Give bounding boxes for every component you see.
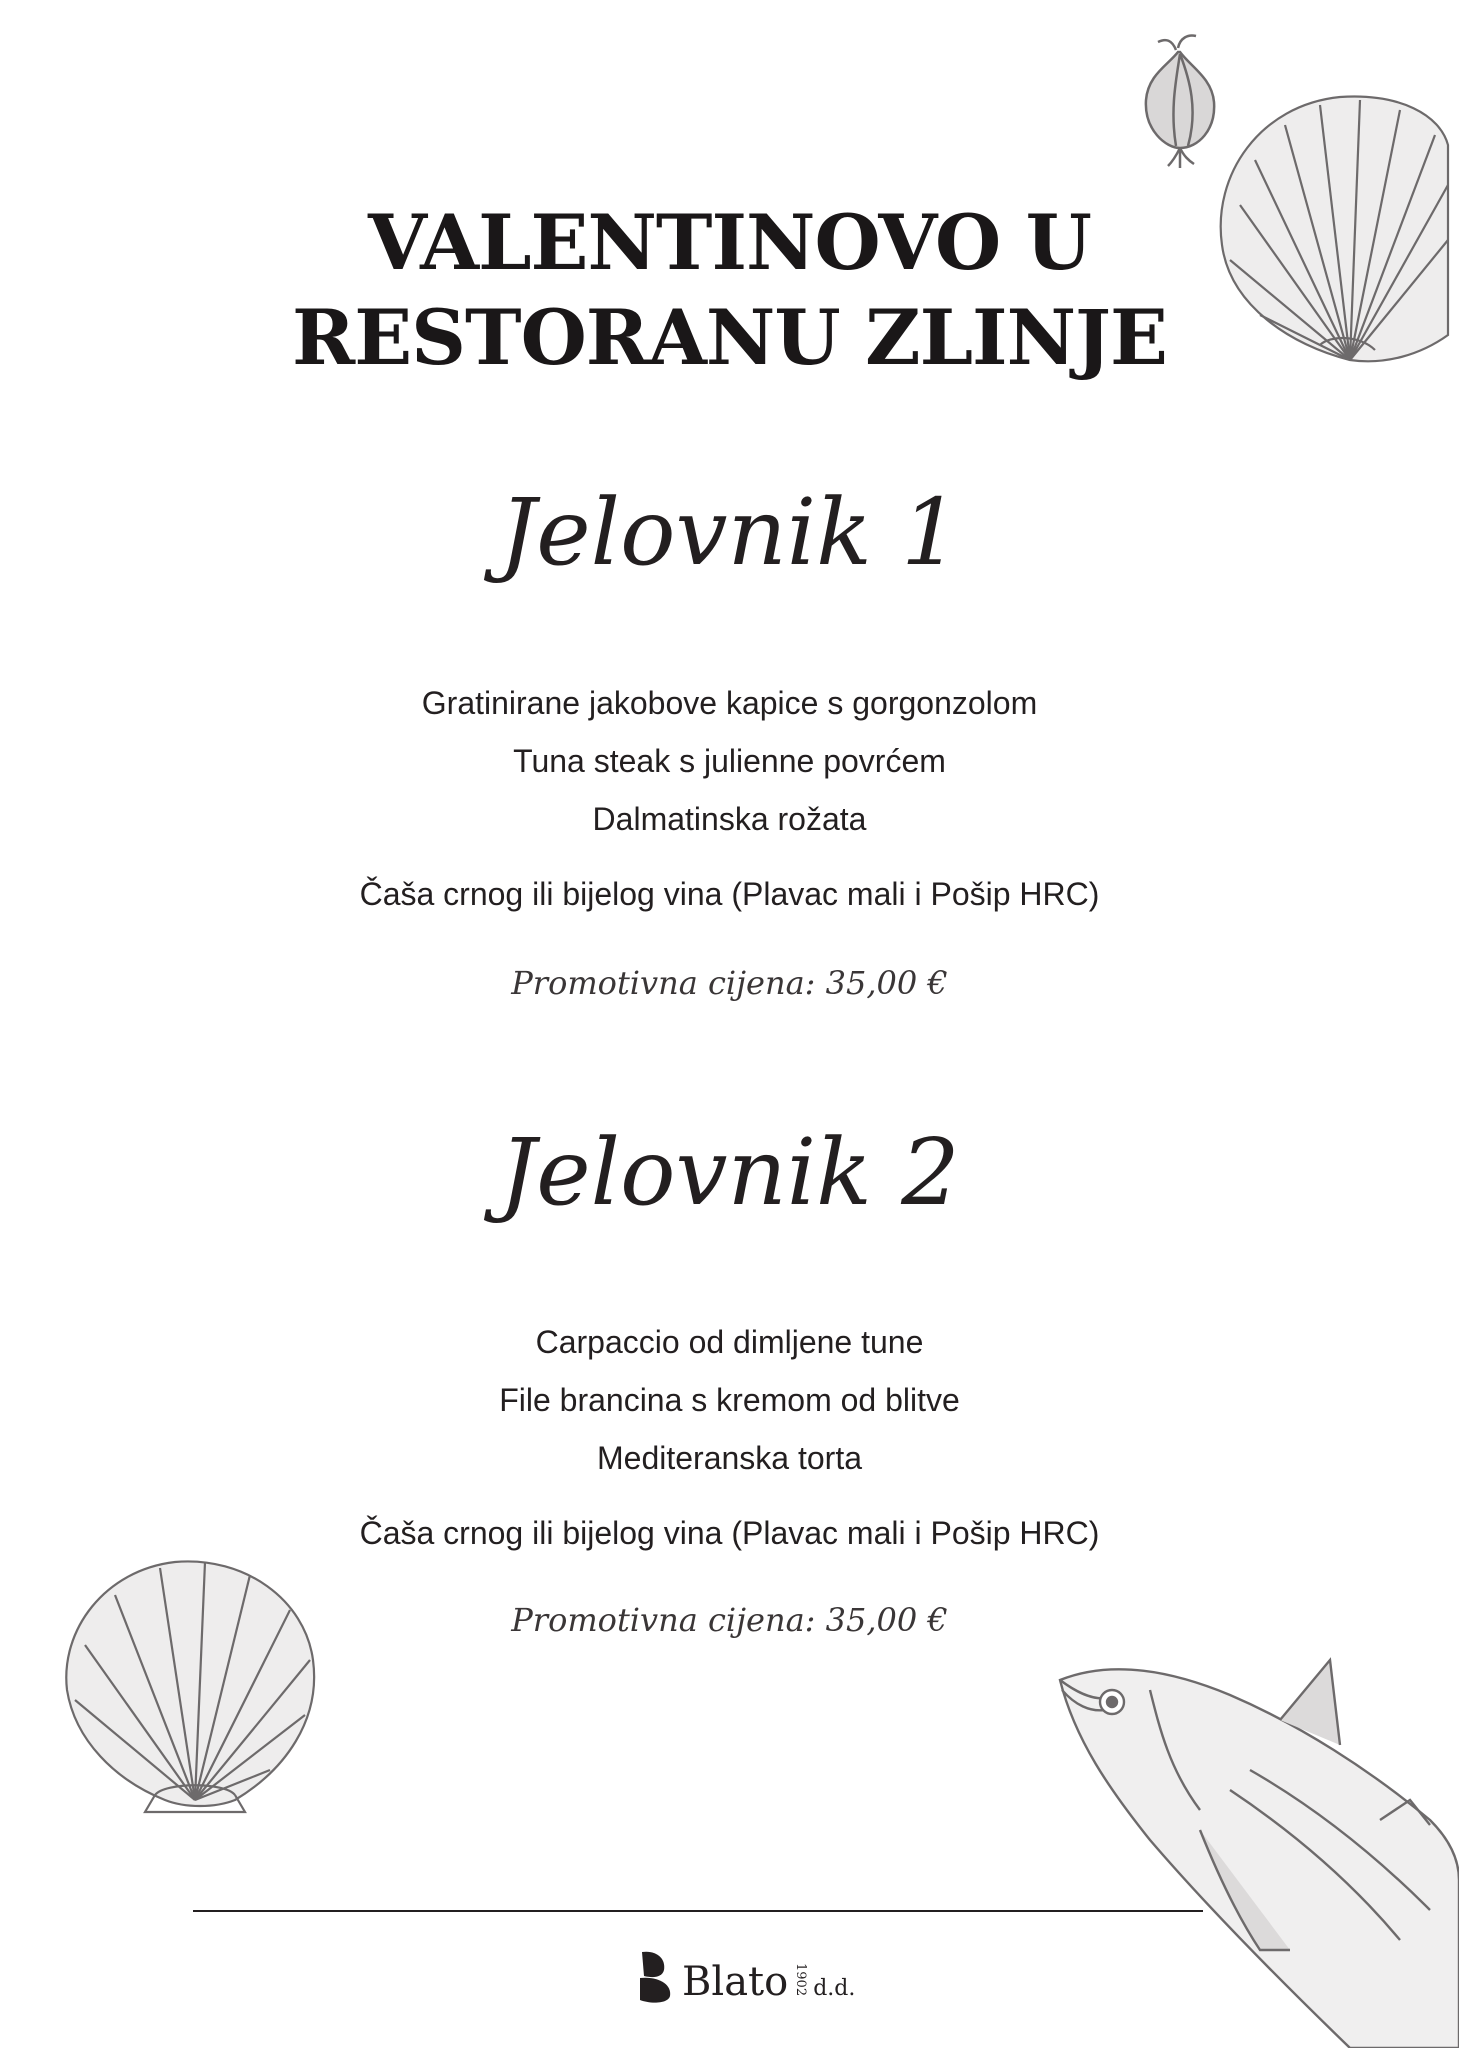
brand-logo xyxy=(636,1948,855,2004)
menu-item: Tuna steak s julienne povrćem xyxy=(513,743,946,779)
blato-logo-icon xyxy=(636,1948,676,2004)
menu-item: Dalmatinska rožata xyxy=(592,801,867,837)
menu-item: Carpaccio od dimljene tune xyxy=(535,1324,924,1360)
menu-items-1 xyxy=(0,674,1459,848)
tuna-fish-icon xyxy=(1050,1650,1459,2048)
menu-price-2: Promotivna cijena: 35,00 € xyxy=(511,1601,948,1639)
menu-item: File brancina s kremom od blitve xyxy=(499,1382,960,1418)
scallop-shell-icon xyxy=(55,1550,325,1820)
page-title xyxy=(0,195,1459,385)
menu-heading-2: Jelovnik 2 xyxy=(499,1119,960,1226)
menu-item: Mediteranska torta xyxy=(596,1440,862,1476)
menu-heading-1: Jelovnik 1 xyxy=(499,479,960,586)
brand-name: Blato xyxy=(682,1959,789,2005)
menu-wine-2: Čaša crnog ili bijelog vina (Plavac mali i Pošip HRC) xyxy=(359,1515,1100,1551)
menu-item: Gratinirane jakobove kapice s gorgonzolom xyxy=(421,685,1038,721)
page-title-line-1: VALENTINOVO U xyxy=(368,198,1091,287)
footer-divider xyxy=(193,1910,1203,1912)
page-title-line-2: RESTORANU ZLINJE xyxy=(292,293,1167,382)
menu-price-1: Promotivna cijena: 35,00 € xyxy=(511,964,948,1002)
menu-items-2 xyxy=(0,1313,1459,1487)
brand-suffix: d.d. xyxy=(813,1976,856,2001)
brand-year: 1902 xyxy=(793,1962,809,1996)
menu-wine-1: Čaša crnog ili bijelog vina (Plavac mali i Pošip HRC) xyxy=(359,876,1100,912)
